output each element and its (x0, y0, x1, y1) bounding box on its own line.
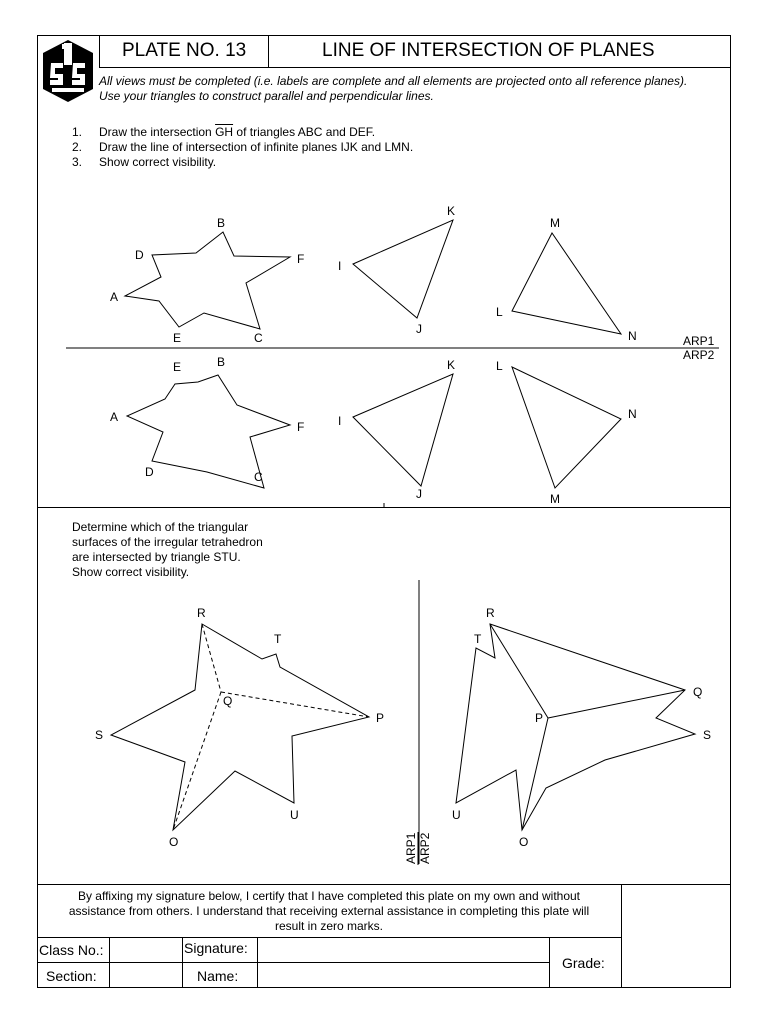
label-p-left: P (376, 711, 385, 725)
arp1-label-vertical: ARP1 (404, 832, 418, 864)
plate-title: LINE OF INTERSECTION OF PLANES (322, 40, 655, 61)
label-q-right: Q (693, 685, 703, 699)
label-t-left: T (274, 632, 282, 646)
label-c-bottom: C (254, 470, 263, 484)
triangle-lmn-bottom (512, 367, 621, 488)
label-d-top: D (135, 248, 144, 262)
label-r-left: R (197, 606, 206, 620)
step-3 (72, 155, 216, 170)
edge-rp (490, 624, 548, 718)
label-s-right: S (703, 728, 712, 742)
label-t-right: T (474, 632, 482, 646)
label-f-bottom: F (297, 420, 305, 434)
label-u-right: U (452, 808, 461, 822)
step-number: 3. (72, 155, 83, 169)
label-c-top: C (254, 331, 263, 345)
signature-label: Signature: (184, 940, 248, 956)
hidden-edge-rq (202, 624, 221, 692)
label-b-bottom: B (217, 355, 226, 369)
label-l-bottom: L (496, 359, 503, 373)
label-l-top: L (496, 305, 503, 319)
step-text: Show correct visibility. (99, 155, 217, 169)
label-e-top: E (173, 331, 182, 345)
section-field[interactable] (110, 963, 181, 987)
tetrahedron-star-right (456, 624, 695, 830)
description-line: Show correct visibility. (72, 565, 190, 579)
description-line: Determine which of the triangular (72, 520, 249, 534)
edge-po (522, 718, 548, 830)
arp1-label: ARP1 (683, 334, 715, 348)
overlined-gh: $\overline{GH}$ (215, 125, 234, 139)
triangle-ijk-bottom (353, 374, 453, 486)
step-2 (72, 140, 413, 155)
label-i-bottom: I (338, 414, 342, 428)
label-a-top: A (110, 290, 119, 304)
description-line: surfaces of the irregular tetrahedron (72, 535, 263, 549)
label-i-top: I (338, 259, 342, 273)
label-r-right: R (486, 606, 495, 620)
problem2-description (72, 520, 263, 580)
hidden-edge-qo (173, 692, 221, 830)
step-number: 2. (72, 140, 83, 154)
cell-divider-4 (549, 937, 550, 988)
label-k-bottom: K (447, 358, 456, 372)
section-divider (37, 507, 731, 508)
step-text: Draw the intersection (99, 125, 216, 139)
label-u-left: U (290, 808, 299, 822)
label-m-bottom: M (550, 492, 560, 506)
class-no-field[interactable] (110, 938, 181, 961)
certification-text (37, 889, 621, 934)
section-label: Section: (46, 968, 97, 984)
problem2-drawing (0, 575, 768, 875)
label-p-right: P (535, 711, 544, 725)
label-j-bottom: J (416, 487, 422, 501)
label-o-right: O (519, 835, 529, 849)
step-1 (72, 125, 375, 140)
label-n-top: N (628, 329, 637, 343)
certification-line: By affixing my signature below, I certify that I have completed this plate on my own and without (77, 889, 581, 903)
grade-label: Grade: (562, 955, 605, 971)
name-label: Name: (197, 968, 239, 984)
problem1-drawing (0, 195, 768, 510)
tetrahedron-star-left (111, 624, 369, 830)
cell-divider-2 (182, 937, 183, 988)
certification-line: result in zero marks. (274, 919, 384, 933)
label-j-top: J (416, 322, 422, 336)
star-abcdef-top (125, 232, 290, 329)
label-e-bottom: E (173, 360, 182, 374)
description-line: are intersected by triangle STU. (72, 550, 241, 564)
logo-divider (99, 35, 100, 68)
certification-line: assistance from others. I understand that receiving external assistance in completing this plate will (68, 904, 590, 918)
grade-box[interactable] (622, 885, 730, 987)
label-f-top: F (297, 252, 305, 266)
instruction-line-2: Use your triangles to construct parallel and perpendicular lines. (99, 89, 434, 103)
class-no-label: Class No.: (39, 942, 104, 958)
instruction-line-1: All views must be completed (i.e. labels are complete and all elements are projected onto all reference planes). (99, 74, 688, 88)
arp2-label: ARP2 (683, 348, 715, 362)
title-divider (268, 35, 269, 68)
plate-number: PLATE NO. 13 (122, 40, 247, 61)
label-n-bottom: N (628, 407, 637, 421)
triangle-ijk-top (353, 220, 453, 318)
edge-pq (548, 690, 685, 718)
label-q-left: Q (223, 694, 233, 708)
title-bottom-line (99, 67, 731, 68)
name-field[interactable] (258, 963, 548, 987)
arp2-label-vertical: ARP2 (418, 832, 432, 864)
signature-field[interactable] (258, 938, 548, 961)
step-text: Draw the line of intersection of infinite planes IJK and LMN. (99, 140, 414, 154)
label-k-top: K (447, 204, 456, 218)
step-text-end: of triangles ABC and DEF. (233, 125, 376, 139)
label-o-left: O (169, 835, 179, 849)
label-a-bottom: A (110, 410, 119, 424)
label-d-bottom: D (145, 465, 154, 479)
label-b-top: B (217, 216, 226, 230)
label-s-left: S (95, 728, 104, 742)
triangle-lmn-top (512, 233, 621, 334)
step-number: 1. (72, 125, 83, 139)
school-logo (40, 38, 96, 104)
label-m-top: M (550, 216, 560, 230)
